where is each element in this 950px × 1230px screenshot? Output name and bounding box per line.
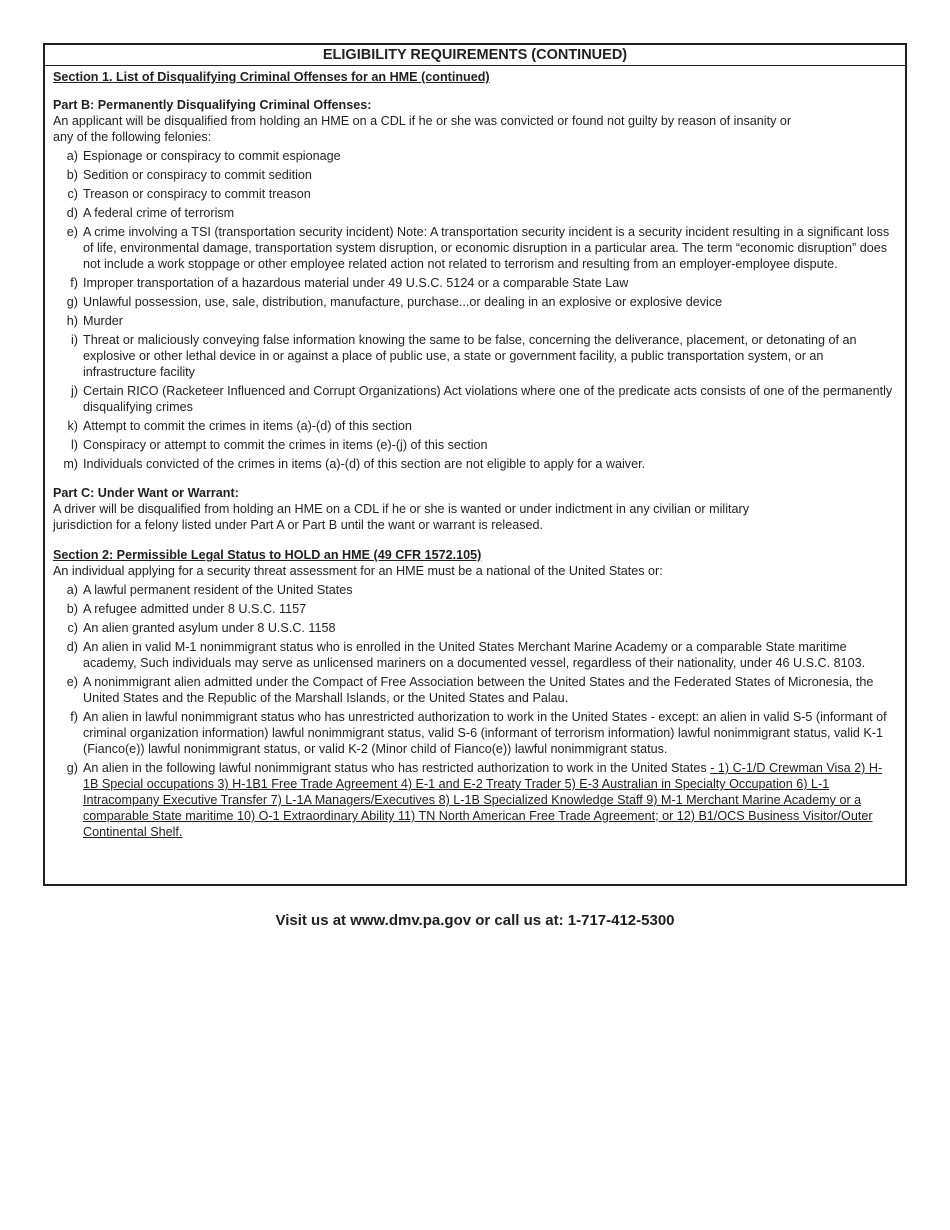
list-item-text: A lawful permanent resident of the United States	[83, 583, 353, 597]
list-marker: l)	[71, 438, 78, 452]
partB-list	[53, 148, 897, 472]
partB-heading: Part B: Permanently Disqualifying Criminal Offenses:	[53, 98, 372, 112]
list-marker: d)	[66, 640, 78, 654]
list-item-text: A crime involving a TSI (transportation security incident) Note: A transportation security incident is a security incident resulting in a significant loss of life, environmental damage, transportation system disruption, or economic disruption in a particular area. The term “economic disruption” does not include a work stoppage or other employee related action not related to terrorism and resulting from an employer-employee dispute.	[83, 225, 890, 271]
list-item	[53, 332, 897, 380]
list-marker: c)	[67, 621, 78, 635]
section2-intro: An individual applying for a security threat assessment for an HME must be a national of the United States or:	[53, 564, 663, 578]
list-marker: h)	[66, 314, 78, 328]
list-item-text: Sedition or conspiracy to commit sedition	[83, 168, 312, 182]
list-marker: d)	[66, 206, 78, 220]
eligibility-box	[43, 43, 907, 886]
list-item	[53, 313, 897, 329]
list-marker: f)	[70, 710, 78, 724]
list-item	[53, 760, 897, 840]
partB-intro-line1: An applicant will be disqualified from holding an HME on a CDL if he or she was convicted or found not guilty by reason of insanity or	[53, 114, 792, 128]
footer-contact: Visit us at www.dmv.pa.gov or call us at: 1-717-412-5300	[275, 912, 675, 929]
list-item	[53, 582, 897, 598]
section2-list	[53, 582, 897, 757]
list-item	[53, 205, 897, 221]
list-marker: c)	[67, 187, 78, 201]
content	[45, 66, 905, 840]
list-marker: g)	[66, 295, 78, 309]
partC-line1: A driver will be disqualified from holding an HME on a CDL if he or she is wanted or under indictment in any civilian or military	[53, 502, 750, 516]
list-marker: a)	[66, 149, 78, 163]
list-item-text: Individuals convicted of the crimes in items (a)-(d) of this section are not eligible to apply for a waiver.	[83, 457, 646, 471]
list-marker: m)	[63, 457, 78, 471]
list-item-text: An alien in valid M-1 nonimmigrant status who is enrolled in the United States Merchant Marine Academy or a comparable State maritime academy, Such individuals may serve as unlicensed mariners on a documented vessel, regardless of their nationality, under 46 U.S.C. 8103.	[83, 640, 866, 670]
list-item	[53, 620, 897, 636]
list-item	[53, 418, 897, 434]
list-marker: i)	[71, 333, 78, 347]
list-marker: k)	[67, 419, 78, 433]
list-item	[53, 186, 897, 202]
list-marker: b)	[66, 168, 78, 182]
list-item-text: Unlawful possession, use, sale, distribution, manufacture, purchase...or dealing in an explosive or explosive device	[83, 295, 723, 309]
list-marker: j)	[71, 384, 78, 398]
list-item-text: An alien in lawful nonimmigrant status who has unrestricted authorization to work in the United States - except: an alien in valid S-5 (informant of criminal organization information) lawful nonimmigrant status, valid S-6 (informant of terrorism information) lawful nonimmigrant status, valid K-1 (Fianco(e)) lawful nonimmigrant status, or valid K-2 (Minor child of Fianco(e)) lawful nonimmigrant status.	[83, 710, 887, 756]
list-marker: a)	[66, 583, 78, 597]
list-item	[53, 456, 897, 472]
partB-intro-line2: any of the following felonies:	[53, 130, 212, 144]
list-item	[53, 674, 897, 706]
list-item-text: Murder	[83, 314, 123, 328]
list-marker: g)	[66, 761, 78, 775]
section1-heading: Section 1. List of Disqualifying Criminal Offenses for an HME (continued)	[53, 70, 490, 84]
list-item-text: A federal crime of terrorism	[83, 206, 235, 220]
list-item	[53, 639, 897, 671]
list-item	[53, 601, 897, 617]
list-item	[53, 275, 897, 291]
list-item-underlined-text: - 1) C-1/D Crewman Visa 2) H-1B Special occupations 3) H-1B1 Free Trade Agreement 4) E-1 and E-2 Treaty Trader 5) E-3 Australian in Specialty Occupation 6) L-1 Intracompany Executive Transfer 7) L-1A Managers/Executives 8) L-1B Specialized Knowledge Staff 9) M-1 Merchant Marine Academy or a comparable State maritime 10) O-1 Extraordinary Ability 11) TN North American Free Trade Agreement; or 12) B1/OCS Business Visitor/Outer Continental Shelf.	[83, 761, 883, 839]
list-item-text: An alien in the following lawful nonimmigrant status who has restricted authorization to work in the United States	[83, 761, 711, 775]
list-marker: e)	[66, 675, 78, 689]
list-item-text: A nonimmigrant alien admitted under the Compact of Free Association between the United States and the Federated States of Micronesia, the United States and the Republic of the Marshall Islands, or the United States and Palau.	[83, 675, 874, 705]
list-item	[53, 224, 897, 272]
list-item-text: Espionage or conspiracy to commit espionage	[83, 149, 341, 163]
partC-line2: jurisdiction for a felony listed under Part A or Part B until the want or warrant is released.	[53, 518, 543, 532]
list-marker: b)	[66, 602, 78, 616]
list-item	[53, 167, 897, 183]
list-item-text: Treason or conspiracy to commit treason	[83, 187, 311, 201]
list-item	[53, 294, 897, 310]
list-item-text: A refugee admitted under 8 U.S.C. 1157	[83, 602, 307, 616]
list-item-text: Conspiracy or attempt to commit the crimes in items (e)-(j) of this section	[83, 438, 488, 452]
list-item	[53, 709, 897, 757]
list-item-text: Threat or maliciously conveying false information knowing the same to be false, concerning the deliverance, placement, or detonating of an explosive or other lethal device in or against a place of public use, a state or government facility, a public transportation system, or an infrastructure facility	[83, 333, 857, 379]
list-item	[53, 437, 897, 453]
list-item-text: Certain RICO (Racketeer Influenced and Corrupt Organizations) Act violations where one of the predicate acts consists of one of the permanently disqualifying crimes	[83, 384, 893, 414]
list-item-text: Improper transportation of a hazardous material under 49 U.S.C. 5124 or a comparable State Law	[83, 276, 629, 290]
list-item-text: An alien granted asylum under 8 U.S.C. 1158	[83, 621, 336, 635]
list-marker: f)	[70, 276, 78, 290]
section2-list-g	[53, 760, 897, 840]
list-item	[53, 148, 897, 164]
section2-heading: Section 2: Permissible Legal Status to HOLD an HME (49 CFR 1572.105)	[53, 548, 482, 562]
partC-heading: Part C: Under Want or Warrant:	[53, 486, 239, 500]
page-title: ELIGIBILITY REQUIREMENTS (CONTINUED)	[45, 45, 905, 66]
list-marker: e)	[66, 225, 78, 239]
list-item-text: Attempt to commit the crimes in items (a)-(d) of this section	[83, 419, 412, 433]
list-item	[53, 383, 897, 415]
